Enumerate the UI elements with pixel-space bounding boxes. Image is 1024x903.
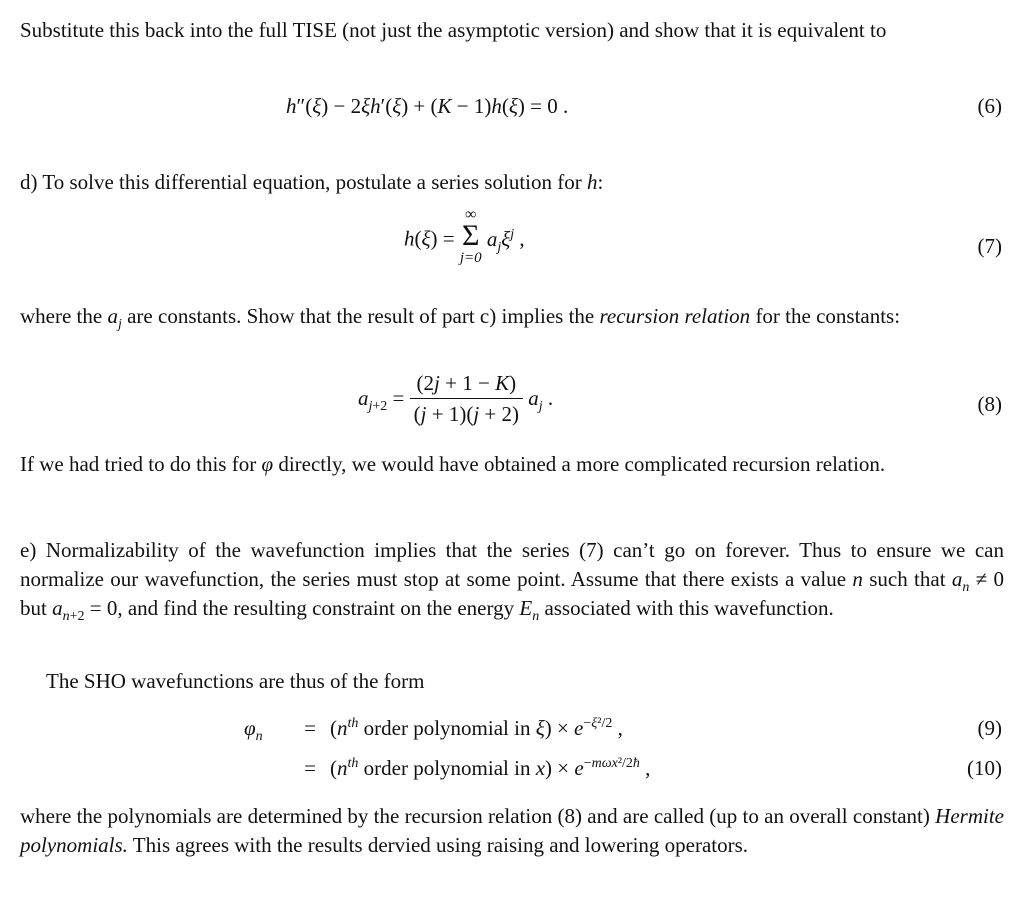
intro-paragraph: Substitute this back into the full TISE (not just the asymptotic version) and show that it is equivalent to bbox=[20, 18, 887, 42]
equation-6: h″(ξ) − 2ξh′(ξ) + (K − 1)h(ξ) = 0 . bbox=[286, 94, 569, 118]
equation-8: $a_{j+2}$ = $\frac{(2j + 1 - K)}{(j + 1)(j + 2)}$ $a_j$ . bbox=[358, 368, 553, 429]
part-e-paragraph: e) Normalizability of the wavefunction implies that the series (7) can’t go on forever. Thus to ensure we can normalize our wavefunction, the series must stop at some point. Assume that there exists a value n such that $a_n \ne 0$ but $a_{n+2} = 0$, and find the resulting constraint on the energy $E_n$ associated with this wavefunction. bbox=[20, 538, 1005, 625]
equation-7-number: (7) bbox=[977, 234, 1002, 258]
varphi-note-paragraph: If we had tried to do this for φ directly, we would have obtained a more complicated recursion relation. bbox=[20, 452, 886, 476]
equation-9-number: (9) bbox=[977, 716, 1002, 740]
recursion-intro-paragraph: where the $a_j$ are constants. Show that the result of part c) implies the recursion relation for the constants: bbox=[20, 304, 901, 333]
equation-9: $\varphi_n = (n^{th}$ order polynomial in $\xi) \times e^{-\xi^2/2}$ , bbox=[244, 716, 623, 745]
sho-sentence: The SHO wavefunctions are thus of the form bbox=[46, 669, 425, 693]
closing-paragraph: where the polynomials are determined by the recursion relation (8) and are called (up to an overall constant) Hermite polynomials. This agrees with the results dervied using raising and lowering operators. bbox=[20, 804, 1004, 857]
equation-7: h(ξ) = ∞ Σ j=0 $a_j\xi^j$ , bbox=[404, 206, 525, 266]
equation-10: = ($n^{th}$ order polynomial in $x) \times e^{-m\omega x^2/2ħ}$ , bbox=[304, 756, 651, 780]
equation-10-number: (10) bbox=[967, 756, 1002, 780]
summation-symbol: ∞ Σ j=0 bbox=[459, 206, 482, 266]
part-d-paragraph: d) To solve this differential equation, postulate a series solution for h: bbox=[20, 170, 604, 194]
recursion-fraction: $\frac{(2j + 1 - K)}{(j + 1)(j + 2)}$ bbox=[410, 368, 523, 429]
equation-6-number: (6) bbox=[977, 94, 1002, 118]
equation-8-number: (8) bbox=[977, 392, 1002, 416]
